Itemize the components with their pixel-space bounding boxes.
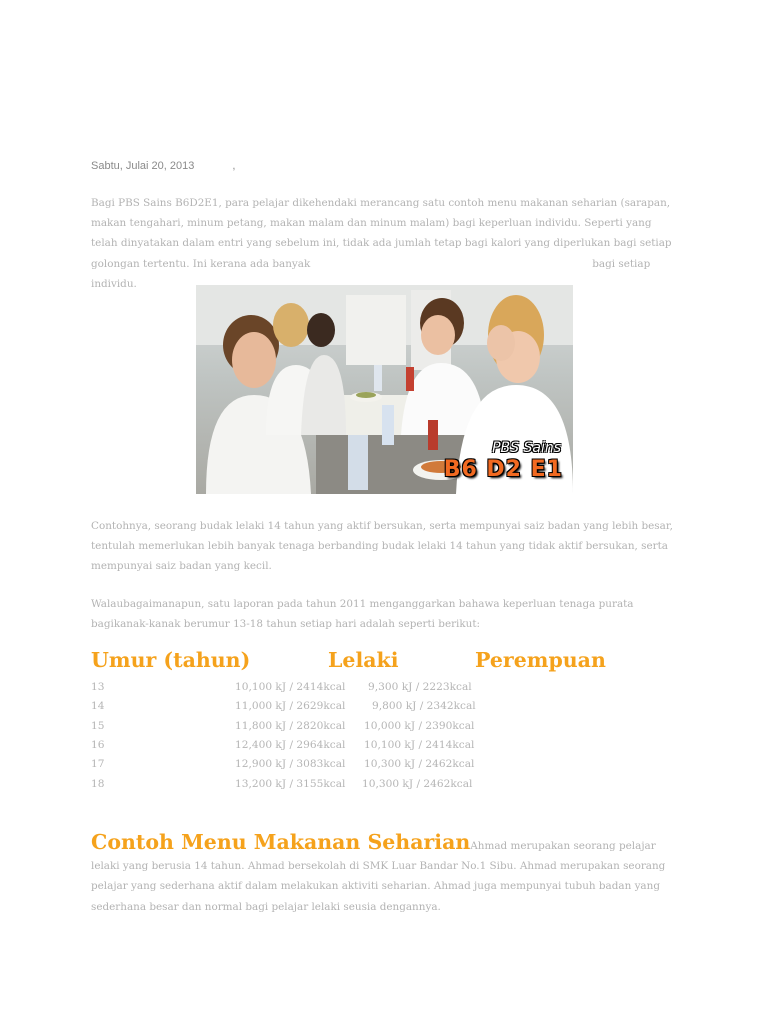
hero-overlay-title: PBS Sains <box>492 440 561 456</box>
row-female: 10,000 kJ / 2390kcal <box>364 720 475 732</box>
section-heading: Contoh Menu Makanan Seharian <box>91 830 471 854</box>
row-age: 14 <box>91 700 105 712</box>
row-age: 16 <box>91 739 105 751</box>
hero-overlay-code: B6 D2 E1 <box>443 457 563 482</box>
paragraph-two: Contohnya, seorang budak lelaki 14 tahun yang aktif bersukan, serta mempunyai saiz badan yang lebih besar, tentulah memerlukan lebih banyak tenaga berbanding budak lelaki 14 tahun yang tidak aktif bersukan, serta mempunyai saiz badan yang kecil. <box>91 520 673 573</box>
post-date <box>91 160 235 172</box>
post-date-separator: , <box>232 160 236 172</box>
row-female: 10,300 kJ / 2462kcal <box>364 758 475 770</box>
table-header-female: Perempuan <box>475 648 606 672</box>
row-female: 10,300 kJ / 2462kcal <box>362 778 473 790</box>
row-female: 10,100 kJ / 2414kcal <box>364 739 475 751</box>
post-date-text: Sabtu, Julai 20, 2013 <box>91 160 195 172</box>
section-inline-text: Ahmad merupakan seorang pelajar lelaki yang berusia 14 tahun. Ahmad bersekolah di SMK Luar Bandar No.1 Sibu. Ahmad merupakan seorang pelajar yang sederhana aktif dalam melakukan aktiviti seharian. Ahmad juga mempunyai tubuh badan yang sederhana besar dan normal bagi pelajar lelaki seusia dengannya. <box>91 840 666 913</box>
hero-image <box>196 285 573 494</box>
section-block <box>91 829 681 917</box>
intro-text-b: bagi setiap individu. <box>91 257 651 290</box>
row-age: 13 <box>91 681 105 693</box>
row-male: 10,100 kJ / 2414kcal <box>235 681 346 693</box>
intro-paragraph <box>91 193 681 294</box>
intro-text-a: Bagi PBS Sains B6D2E1, para pelajar dikehendaki merancang satu contoh menu makanan seharian (sarapan, makan tengahari, minum petang, makan malam dan minum malam) bagi keperluan individu. Seperti yang telah dinyatakan dalam entri yang sebelum ini, tidak ada jumlah tetap bagi kalori yang diperlukan bagi setiap golongan tertentu. Ini kerana ada banyak <box>91 197 672 270</box>
table-header-age: Umur (tahun) <box>91 648 251 672</box>
row-age: 15 <box>91 720 105 732</box>
row-male: 11,000 kJ / 2629kcal <box>235 700 346 712</box>
row-age: 18 <box>91 778 105 790</box>
table-header-male: Lelaki <box>328 648 399 672</box>
paragraph-three: Walaubagaimanapun, satu laporan pada tahun 2011 menganggarkan bahawa keperluan tenaga purata bagikanak-kanak berumur 13-18 tahun setiap hari adalah seperti berikut: <box>91 598 634 631</box>
row-female: 9,800 kJ / 2342kcal <box>372 700 476 712</box>
row-male: 12,900 kJ / 3083kcal <box>235 758 346 770</box>
row-age: 17 <box>91 758 105 770</box>
row-female: 9,300 kJ / 2223kcal <box>368 681 472 693</box>
row-male: 13,200 kJ / 3155kcal <box>235 778 346 790</box>
row-male: 11,800 kJ / 2820kcal <box>235 720 346 732</box>
row-male: 12,400 kJ / 2964kcal <box>235 739 346 751</box>
